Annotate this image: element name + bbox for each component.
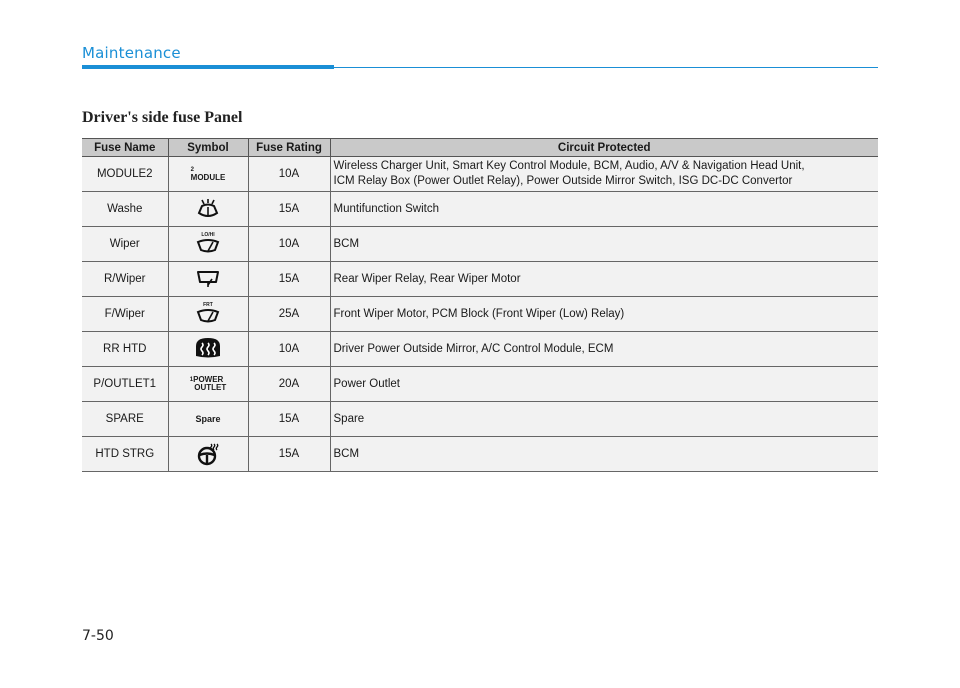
washer-icon xyxy=(195,198,221,220)
table-row xyxy=(82,367,878,402)
table-row xyxy=(82,227,878,262)
col-header-circuit: Circuit Protected xyxy=(330,139,878,157)
fuse-rating: 15A xyxy=(248,437,330,472)
fuse-rating: 25A xyxy=(248,297,330,332)
circuit-protected: Muntifunction Switch xyxy=(330,192,878,227)
table-row xyxy=(82,437,878,472)
circuit-protected: Front Wiper Motor, PCM Block (Front Wiper (Low) Relay) xyxy=(330,297,878,332)
wiper-lo-hi-icon: LO/HI xyxy=(195,232,221,257)
power-outlet-text-icon: $^1$POWER OUTLET xyxy=(189,374,227,392)
circuit-protected: Driver Power Outside Mirror, A/C Control Module, ECM xyxy=(330,332,878,367)
col-header-fuse-name: Fuse Name xyxy=(82,139,168,157)
header-rule xyxy=(334,67,878,68)
fuse-name: MODULE2 xyxy=(82,157,168,192)
module2-text-icon: $^2$ MODULE xyxy=(190,166,226,182)
table-row xyxy=(82,332,878,367)
fuse-name: SPARE xyxy=(82,402,168,437)
fuse-rating: 15A xyxy=(248,262,330,297)
heated-steering-icon xyxy=(196,442,220,466)
fuse-name: Washe xyxy=(82,192,168,227)
table-row xyxy=(82,157,878,192)
col-header-fuse-rating: Fuse Rating xyxy=(248,139,330,157)
rear-wiper-icon xyxy=(195,269,221,289)
fuse-table xyxy=(82,138,878,472)
fuse-rating: 10A xyxy=(248,332,330,367)
fuse-name: Wiper xyxy=(82,227,168,262)
fuse-name: P/OUTLET1 xyxy=(82,367,168,402)
page-title: Driver's side fuse Panel xyxy=(82,109,243,126)
fuse-rating: 20A xyxy=(248,367,330,402)
table-row xyxy=(82,262,878,297)
table-row xyxy=(82,192,878,227)
circuit-protected: BCM xyxy=(330,227,878,262)
circuit-protected: BCM xyxy=(330,437,878,472)
fuse-rating: 15A xyxy=(248,402,330,437)
circuit-protected: Rear Wiper Relay, Rear Wiper Motor xyxy=(330,262,878,297)
fuse-rating: 15A xyxy=(248,192,330,227)
section-header: Maintenance xyxy=(82,44,181,62)
table-header-row xyxy=(82,139,878,157)
fuse-rating: 10A xyxy=(248,227,330,262)
fuse-name: F/Wiper xyxy=(82,297,168,332)
rear-defroster-icon xyxy=(194,336,222,362)
table-row xyxy=(82,402,878,437)
header-bar xyxy=(82,65,334,69)
table-row xyxy=(82,297,878,332)
fuse-name: HTD STRG xyxy=(82,437,168,472)
circuit-protected: Power Outlet xyxy=(330,367,878,402)
fuse-name: RR HTD xyxy=(82,332,168,367)
circuit-protected: Wireless Charger Unit, Smart Key Control Module, BCM, Audio, A/V & Navigation Head Unit, ICM Relay Box (Power Outlet Relay), Power Outside Mirror Switch, ISG DC-DC Convertor xyxy=(330,157,878,192)
col-header-symbol: Symbol xyxy=(168,139,248,157)
spare-text-icon: Spare xyxy=(195,414,221,424)
circuit-protected: Spare xyxy=(330,402,878,437)
front-wiper-icon: FRT xyxy=(195,302,221,327)
fuse-name: R/Wiper xyxy=(82,262,168,297)
fuse-rating: 10A xyxy=(248,157,330,192)
page-number: 7-50 xyxy=(82,628,114,644)
